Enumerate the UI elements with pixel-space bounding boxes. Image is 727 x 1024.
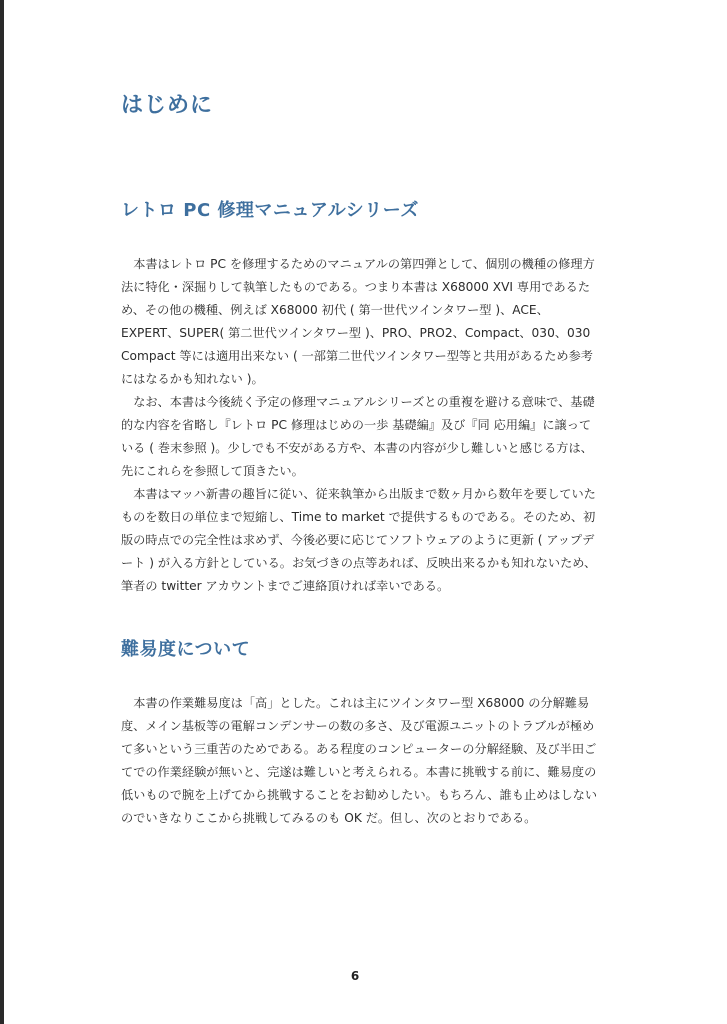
page-edge-rule [0,0,4,1024]
page-title: はじめに [121,93,214,118]
paragraph: 本書はレトロ PC を修理するためのマニュアルの第四弾として、個別の機種の修理方法に特化・深掘りして執筆したものである。つまり本書は X68000 XVI 専用であるため、その他の機種、例えば X68000 初代 ( 第一世代ツインタワー型 )、ACE、EXPERT、SUPER( 第二世代ツインタワー型 )、PRO、PRO2、Compact、030、030 Compact 等には適用出来ない ( 一部第二世代ツインタワー型等と共用があるため参考にはなるかも知れない )。 [121,257,595,386]
paragraph: なお、本書は今後続く予定の修理マニュアルシリーズとの重複を避ける意味で、基礎的な内容を省略し『レトロ PC 修理はじめの一歩 基礎編』及び『同 応用編』に譲っている ( 巻末参照 )。少しでも不安がある方や、本書の内容が少し難しいと感じる方は、先にこれらを参照して頂きたい。 [121,395,595,478]
section-body-series [121,253,599,598]
section-heading-difficulty: 難易度について [121,639,251,660]
paragraph: 本書はマッハ新書の趣旨に従い、従来執筆から出版まで数ヶ月から数年を要していたものを数日の単位まで短縮し、Time to market で提供するものである。そのため、初版の時点での完全性は求めず、今後必要に応じてソフトウェアのように更新 ( アップデート ) が入る方針としている。お気づきの点等あれば、反映出来るかも知れないため、筆者の twitter アカウントまでご連絡頂ければ幸いである。 [121,487,597,593]
page-number: 6 [350,969,360,983]
paragraph: 本書の作業難易度は「高」とした。これは主にツインタワー型 X68000 の分解難易度、メイン基板等の電解コンデンサーの数の多さ、及び電源ユニットのトラブルが極めて多いという三重苦のためである。ある程度のコンピューターの分解経験、及び半田ごてでの作業経験が無いと、完遂は難しいと考えられる。本書に挑戦する前に、難易度の低いもので腕を上げてから挑戦することをお勧めしたい。もちろん、誰も止めはしないのでいきなりここから挑戦してみるのも OK だ。但し、次のとおりである。 [121,696,598,825]
section-body-difficulty [121,692,599,830]
section-heading-series: レトロ PC 修理マニュアルシリーズ [121,200,419,221]
